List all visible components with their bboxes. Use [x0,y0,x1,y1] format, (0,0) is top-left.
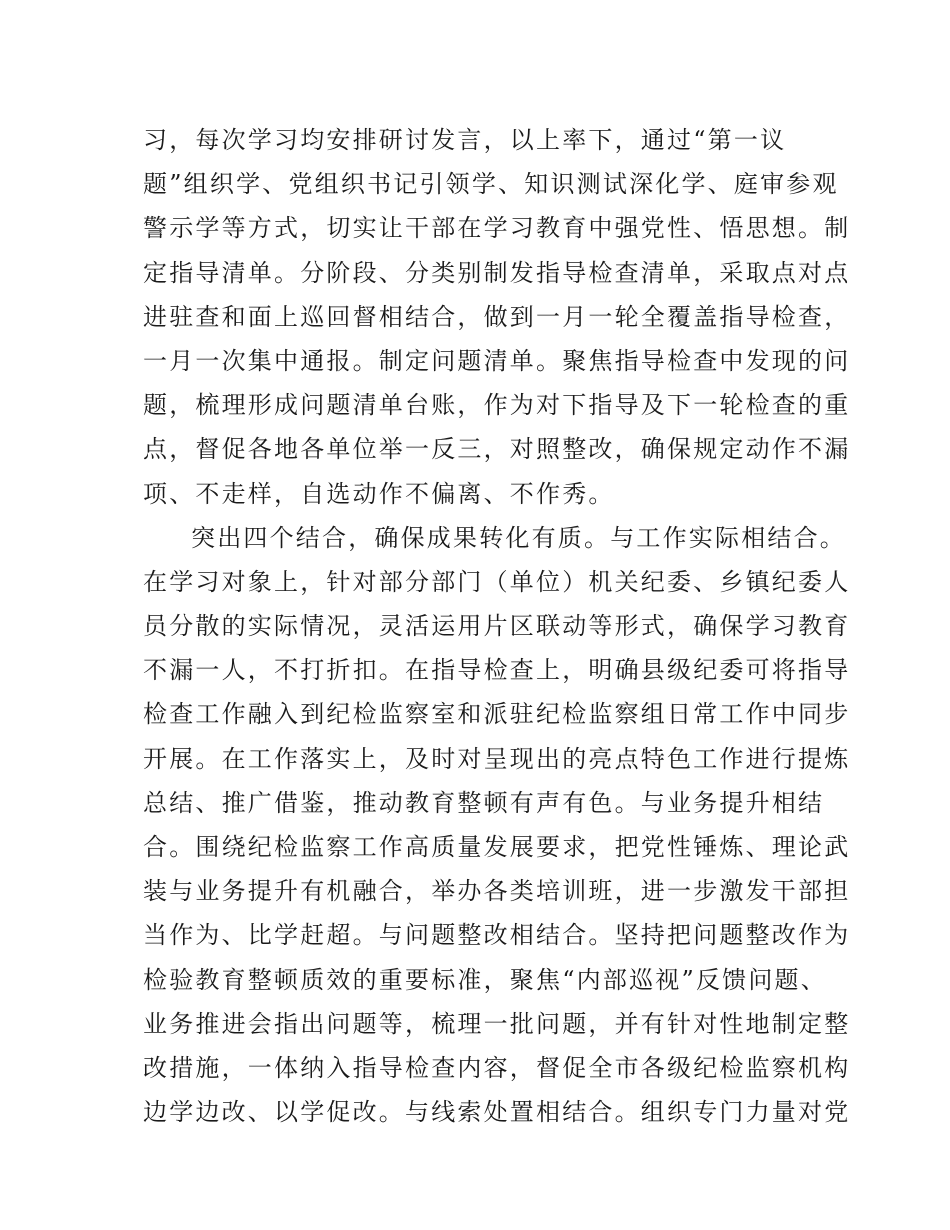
text-line: 总结、推广借鉴，推动教育整顿有声有色。与业务提升相结 [143,788,825,817]
text-line: 习，每次学习均安排研讨发言，以上率下，通过“第一议 [143,126,787,154]
text-line: 合。围绕纪检监察工作高质量发展要求，把党性锤炼、理论武 [143,833,851,861]
text-line: 题”组织学、党组织书记引领学、知识测试深化学、庭审参观 [143,170,839,199]
text-line: 当作为、比学赶超。与问题整改相结合。坚持把问题整改作为 [143,921,851,950]
paragraph-first-line: 突出四个结合，确保成果转化有质。与工作实际相结合。 [191,523,846,552]
text-line: 装与业务提升有机融合，举办各类培训班，进一步激发干部担 [143,877,851,906]
text-line: 边学边改、以学促改。与线索处置相结合。组织专门力量对党 [143,1098,851,1127]
text-line: 点，督促各地各单位举一反三，对照整改，确保规定动作不漏 [143,435,851,464]
text-line: 题，梳理形成问题清单台账，作为对下指导及下一轮检查的重 [143,391,851,420]
text-line: 检验教育整顿质效的重要标准，聚焦“内部巡视”反馈问题、 [143,965,827,994]
text-line: 开展。在工作落实上，及时对呈现出的亮点特色工作进行提炼 [143,744,851,773]
text-line: 改措施，一体纳入指导检查内容，督促全市各级纪检监察机构 [143,1053,851,1082]
text-line: 业务推进会指出问题等，梳理一批问题，并有针对性地制定整 [143,1009,851,1038]
text-line: 在学习对象上，针对部分部门（单位）机关纪委、乡镇纪委人 [143,567,851,596]
text-line: 员分散的实际情况，灵活运用片区联动等形式，确保学习教育 [143,612,851,641]
text-line: 不漏一人，不打折扣。在指导检查上，明确县级纪委可将指导 [143,656,851,685]
text-line: 定指导清单。分阶段、分类别制发指导检查清单，采取点对点 [143,258,851,287]
body-text [143,118,851,1134]
text-line: 警示学等方式，切实让干部在学习教育中强党性、悟思想。制 [143,214,851,243]
text-line: 进驻查和面上巡回督相结合，做到一月一轮全覆盖指导检查， [143,302,851,331]
text-line: 检查工作融入到纪检监察室和派驻纪检监察组日常工作中同步 [143,700,851,729]
text-line: 一月一次集中通报。制定问题清单。聚焦指导检查中发现的问 [143,346,851,375]
text-line: 项、不走样，自选动作不偏离、不作秀。 [143,479,615,508]
